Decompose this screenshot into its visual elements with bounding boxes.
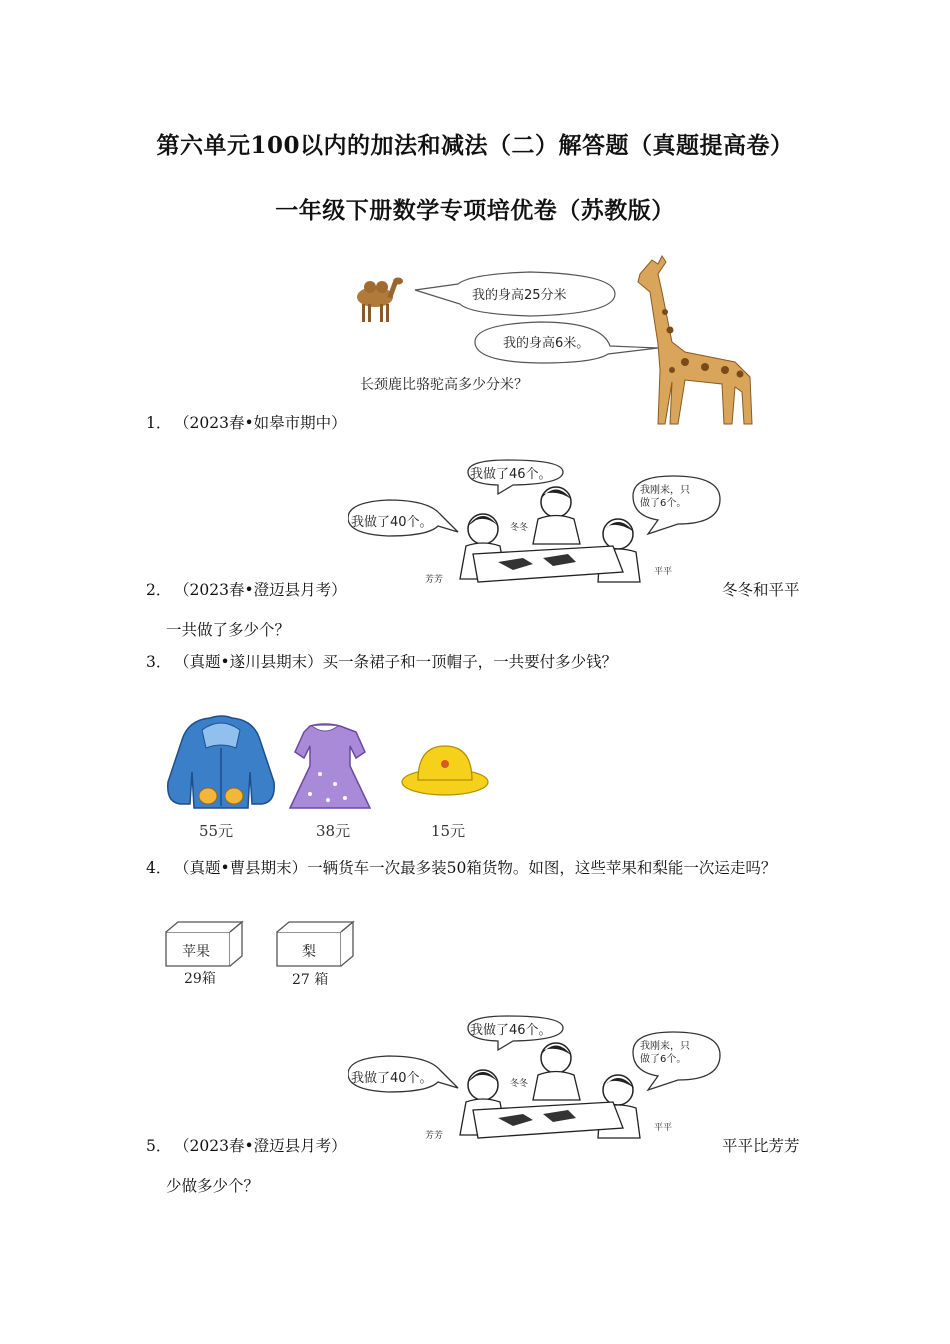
question-3 xyxy=(146,650,617,672)
bubble-left-text: 我做了40个。 xyxy=(351,515,433,530)
pear-box-label: 梨 xyxy=(302,944,316,960)
bubble-left-text: 我做了40个。 xyxy=(351,1071,433,1086)
question-number: 3． xyxy=(146,653,172,671)
name-pingping: 平平 xyxy=(654,1123,673,1133)
giraffe-image xyxy=(638,256,752,424)
question-5-text-right: 平平比芳芳 xyxy=(722,1137,800,1155)
name-pingping: 平平 xyxy=(654,567,673,577)
figure-question: 长颈鹿比骆驼高多少分米？ xyxy=(360,377,528,393)
name-fangfang: 芳芳 xyxy=(425,575,444,585)
name-fangfang: 芳芳 xyxy=(425,1131,444,1141)
question-text: （真题•遂川县期末）买一条裙子和一顶帽子，一共要付多少钱？ xyxy=(174,653,618,671)
question-number: 4． xyxy=(146,859,172,877)
apple-box-count: 29箱 xyxy=(184,971,216,987)
page-title: 第六单元100以内的加法和减法（二）解答题（真题提高卷） xyxy=(156,132,794,159)
pear-box-count: 27 箱 xyxy=(292,972,329,988)
camel-bubble-text: 我的身高25分米 xyxy=(472,288,567,303)
apple-box xyxy=(166,922,242,966)
page-subtitle: 一年级下册数学专项培优卷（苏教版） xyxy=(275,197,675,224)
price-jacket: 55元 xyxy=(199,822,234,840)
question-4 xyxy=(146,856,776,878)
pear-box xyxy=(277,922,353,966)
question-2 xyxy=(146,578,347,600)
question-5 xyxy=(146,1134,347,1156)
bubble-right-line1: 我刚来，只 xyxy=(640,1041,690,1052)
clothing-figure xyxy=(160,712,500,817)
name-dongdong: 冬冬 xyxy=(510,1079,529,1089)
question-source: （2023春•澄迈县月考） xyxy=(174,1137,347,1155)
bubble-center-text: 我做了46个。 xyxy=(470,1023,552,1038)
question-source: （2023春•澄迈县月考） xyxy=(174,581,347,599)
jacket-image xyxy=(168,716,275,808)
question-number: 5． xyxy=(146,1137,172,1155)
question-5-text-cont: 少做多少个？ xyxy=(166,1177,260,1195)
price-dress: 38元 xyxy=(316,822,351,840)
giraffe-bubble-text: 我的身高6米。 xyxy=(503,336,590,351)
question-source: （2023春•如皋市期中） xyxy=(174,414,347,432)
question-number: 1． xyxy=(146,414,172,432)
bubble-right-line2: 做了6个。 xyxy=(640,1054,687,1065)
question-text: （真题•曹县期末）一辆货车一次最多装50箱货物。如图，这些苹果和梨能一次运走吗？ xyxy=(174,859,777,877)
question-number: 2． xyxy=(146,581,172,599)
camel-image xyxy=(357,278,403,323)
bubble-right-line1: 我刚来，只 xyxy=(640,485,690,496)
hat-image xyxy=(402,746,488,795)
question-2-text-cont: 一共做了多少个？ xyxy=(166,621,291,639)
boxes-figure xyxy=(160,918,370,993)
question-1 xyxy=(146,411,347,433)
classroom-figure xyxy=(348,454,728,594)
question-2-text-right: 冬冬和平平 xyxy=(722,581,800,599)
apple-box-label: 苹果 xyxy=(182,944,210,960)
price-hat: 15元 xyxy=(431,822,466,840)
kids-illustration xyxy=(460,1043,640,1138)
kids-illustration xyxy=(460,487,640,582)
bubble-right-line2: 做了6个。 xyxy=(640,498,687,509)
bubble-center-text: 我做了46个。 xyxy=(470,467,552,482)
camel-giraffe-figure xyxy=(340,252,760,432)
classroom-figure-2 xyxy=(348,1010,728,1150)
dress-image xyxy=(290,724,370,808)
name-dongdong: 冬冬 xyxy=(510,523,529,533)
